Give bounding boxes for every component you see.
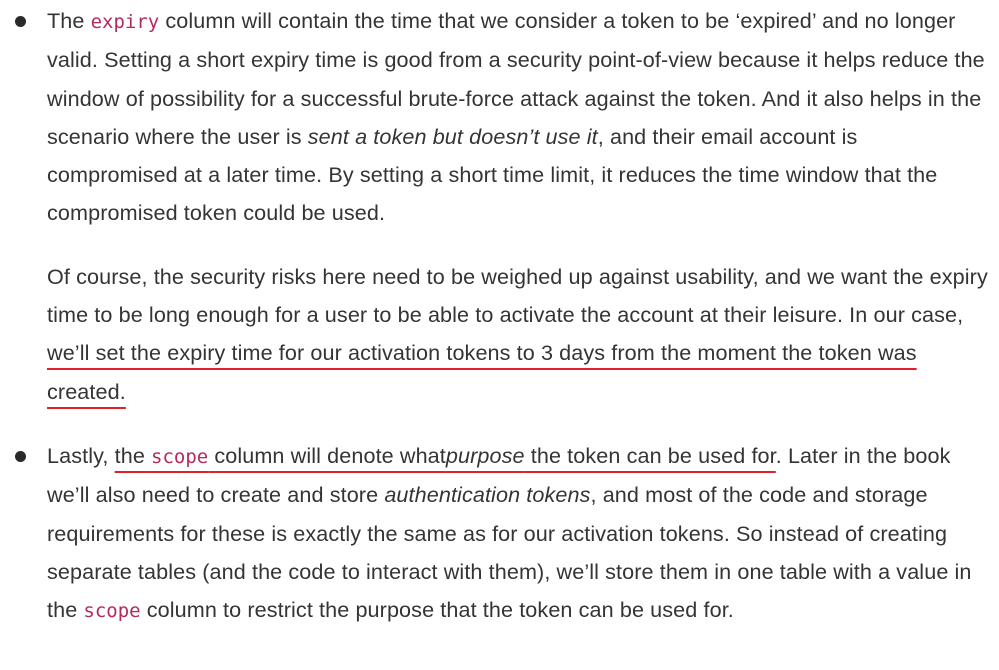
text-segment: Of course, the security risks here need to be weighed up against usability, and we want the expiry time to be long enough for a user to be able to activate the account at their leisure. In our case, [47,263,988,328]
inline-code-scope: scope [83,600,141,623]
emphasis-text: authentication tokens [384,482,591,508]
text-segment: the token can be used for [524,442,776,468]
bullet-icon [15,16,26,27]
text-segment: Lastly, [47,442,115,468]
text-segment: column will contain the time that we consider a token to be ‘expired’ and no longer valid. Setting a short expiry time is good from a security point-of-view because it helps reduce the window of possibility for a successful brute-force attack against the token. And it also helps in the scenario where the user is [47,8,985,149]
bullet-list [0,2,999,630]
underlined-highlight-scope [115,443,776,468]
paragraph-scope-description [47,437,989,630]
text-segment: the [114,442,152,468]
list-item-expiry [0,2,999,411]
text-segment: column will denote what [208,442,446,468]
emphasis-text: purpose [445,442,525,468]
text-segment: The [47,8,91,33]
list-item-scope [0,437,999,630]
emphasis-text: sent a token but doesn’t use it [307,123,598,149]
bullet-icon [15,451,26,462]
paragraph-expiry-description [47,2,989,233]
paragraph-expiry-usability [47,258,989,411]
text-segment: , and most of the code and storage requirements for these is exactly the same as for our activation tokens. So instead of creating separate tables (and the code to interact with them), we’ll store them in one table with a value in the [47,482,972,623]
underlined-highlight-expiry: we’ll set the expiry time for our activation tokens to 3 days from the moment the token was created. [47,340,917,404]
inline-code-scope: scope [151,445,209,468]
text-segment: . Later in the book we’ll also need to create and store [47,442,951,508]
text-segment: column to restrict the purpose that the token can be used for. [140,597,734,623]
text-segment: , and their email account is compromised at a later time. By setting a short time limit, it reduces the time window that the compromised token could be used. [47,123,938,226]
inline-code-expiry: expiry [90,11,160,33]
